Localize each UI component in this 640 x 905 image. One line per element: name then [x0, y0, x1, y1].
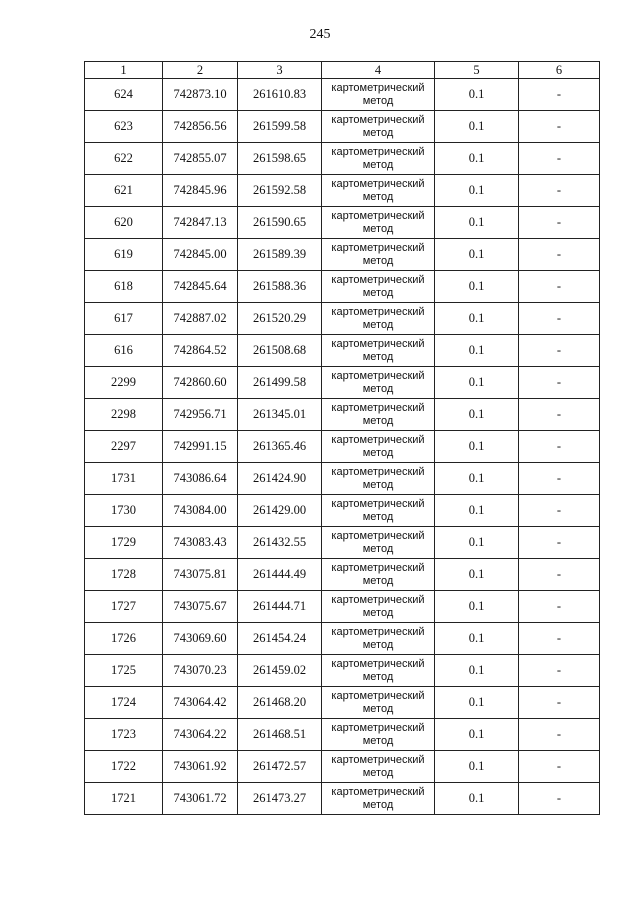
point-number-cell: 622 [85, 143, 163, 175]
method-cell [322, 271, 435, 303]
column-header: 2 [163, 62, 238, 79]
method-line-1: картометрический [331, 721, 425, 734]
method-cell [322, 239, 435, 271]
table-row [85, 719, 600, 751]
method-line-1: картометрический [331, 433, 425, 446]
note-cell: - [519, 207, 600, 239]
method-cell [322, 367, 435, 399]
x-coordinate-cell: 743070.23 [163, 655, 238, 687]
point-number-cell: 619 [85, 239, 163, 271]
method-line-1: картометрический [331, 177, 425, 190]
x-coordinate-cell: 743083.43 [163, 527, 238, 559]
accuracy-cell: 0.1 [435, 367, 519, 399]
y-coordinate-cell: 261468.51 [238, 719, 322, 751]
method-line-2: метод [362, 126, 394, 139]
accuracy-cell: 0.1 [435, 495, 519, 527]
note-cell: - [519, 687, 600, 719]
y-coordinate-cell: 261468.20 [238, 687, 322, 719]
method-line-1: картометрический [331, 529, 425, 542]
x-coordinate-cell: 742856.56 [163, 111, 238, 143]
note-cell: - [519, 399, 600, 431]
method-line-2: метод [362, 734, 394, 747]
y-coordinate-cell: 261588.36 [238, 271, 322, 303]
accuracy-cell: 0.1 [435, 655, 519, 687]
method-line-2: метод [362, 542, 394, 555]
accuracy-cell: 0.1 [435, 271, 519, 303]
method-cell [322, 143, 435, 175]
table-row [85, 623, 600, 655]
method-cell [322, 527, 435, 559]
accuracy-cell: 0.1 [435, 783, 519, 815]
note-cell: - [519, 175, 600, 207]
method-cell [322, 111, 435, 143]
accuracy-cell: 0.1 [435, 431, 519, 463]
table-row [85, 687, 600, 719]
method-line-1: картометрический [331, 657, 425, 670]
x-coordinate-cell: 742887.02 [163, 303, 238, 335]
x-coordinate-cell: 743086.64 [163, 463, 238, 495]
x-coordinate-cell: 742864.52 [163, 335, 238, 367]
column-header: 4 [322, 62, 435, 79]
table-row [85, 367, 600, 399]
accuracy-cell: 0.1 [435, 623, 519, 655]
point-number-cell: 623 [85, 111, 163, 143]
point-number-cell: 1730 [85, 495, 163, 527]
method-line-2: метод [362, 222, 394, 235]
y-coordinate-cell: 261424.90 [238, 463, 322, 495]
point-number-cell: 616 [85, 335, 163, 367]
accuracy-cell: 0.1 [435, 143, 519, 175]
method-line-1: картометрический [331, 497, 425, 510]
method-cell [322, 399, 435, 431]
x-coordinate-cell: 742873.10 [163, 79, 238, 111]
note-cell: - [519, 719, 600, 751]
y-coordinate-cell: 261365.46 [238, 431, 322, 463]
table-row [85, 591, 600, 623]
table-header-row [85, 62, 600, 79]
point-number-cell: 1722 [85, 751, 163, 783]
method-line-1: картометрический [331, 561, 425, 574]
x-coordinate-cell: 743061.72 [163, 783, 238, 815]
y-coordinate-cell: 261429.00 [238, 495, 322, 527]
y-coordinate-cell: 261589.39 [238, 239, 322, 271]
method-line-1: картометрический [331, 689, 425, 702]
method-line-1: картометрический [331, 785, 425, 798]
method-line-2: метод [362, 350, 394, 363]
x-coordinate-cell: 742956.71 [163, 399, 238, 431]
accuracy-cell: 0.1 [435, 687, 519, 719]
method-line-2: метод [362, 510, 394, 523]
table-row [85, 175, 600, 207]
table-row [85, 239, 600, 271]
table-row [85, 207, 600, 239]
method-cell [322, 655, 435, 687]
method-line-2: метод [362, 798, 394, 811]
point-number-cell: 1721 [85, 783, 163, 815]
method-line-2: метод [362, 574, 394, 587]
method-line-1: картометрический [331, 465, 425, 478]
method-line-1: картометрический [331, 81, 425, 94]
method-line-1: картометрический [331, 593, 425, 606]
note-cell: - [519, 303, 600, 335]
column-header: 5 [435, 62, 519, 79]
note-cell: - [519, 751, 600, 783]
method-cell [322, 175, 435, 207]
note-cell: - [519, 527, 600, 559]
method-line-1: картометрический [331, 273, 425, 286]
column-header: 6 [519, 62, 600, 79]
method-cell [322, 783, 435, 815]
y-coordinate-cell: 261499.58 [238, 367, 322, 399]
note-cell: - [519, 79, 600, 111]
method-line-2: метод [362, 478, 394, 491]
table-row [85, 79, 600, 111]
column-header: 1 [85, 62, 163, 79]
note-cell: - [519, 591, 600, 623]
x-coordinate-cell: 742845.00 [163, 239, 238, 271]
method-cell [322, 79, 435, 111]
y-coordinate-cell: 261590.65 [238, 207, 322, 239]
point-number-cell: 1731 [85, 463, 163, 495]
method-line-2: метод [362, 254, 394, 267]
note-cell: - [519, 495, 600, 527]
method-cell [322, 687, 435, 719]
table-row [85, 271, 600, 303]
point-number-cell: 620 [85, 207, 163, 239]
method-line-2: метод [362, 638, 394, 651]
column-header: 3 [238, 62, 322, 79]
method-line-2: метод [362, 606, 394, 619]
accuracy-cell: 0.1 [435, 559, 519, 591]
note-cell: - [519, 271, 600, 303]
method-cell [322, 751, 435, 783]
method-line-2: метод [362, 414, 394, 427]
note-cell: - [519, 463, 600, 495]
method-cell [322, 719, 435, 751]
method-cell [322, 207, 435, 239]
x-coordinate-cell: 742847.13 [163, 207, 238, 239]
method-cell [322, 303, 435, 335]
note-cell: - [519, 367, 600, 399]
accuracy-cell: 0.1 [435, 527, 519, 559]
method-line-2: метод [362, 670, 394, 683]
y-coordinate-cell: 261592.58 [238, 175, 322, 207]
y-coordinate-cell: 261520.29 [238, 303, 322, 335]
accuracy-cell: 0.1 [435, 751, 519, 783]
note-cell: - [519, 111, 600, 143]
note-cell: - [519, 783, 600, 815]
x-coordinate-cell: 743075.67 [163, 591, 238, 623]
accuracy-cell: 0.1 [435, 175, 519, 207]
y-coordinate-cell: 261345.01 [238, 399, 322, 431]
accuracy-cell: 0.1 [435, 399, 519, 431]
y-coordinate-cell: 261508.68 [238, 335, 322, 367]
table-body [85, 79, 600, 815]
table-row [85, 111, 600, 143]
point-number-cell: 2299 [85, 367, 163, 399]
table-row [85, 463, 600, 495]
y-coordinate-cell: 261473.27 [238, 783, 322, 815]
method-cell [322, 463, 435, 495]
table-row [85, 495, 600, 527]
x-coordinate-cell: 743064.42 [163, 687, 238, 719]
x-coordinate-cell: 743084.00 [163, 495, 238, 527]
y-coordinate-cell: 261459.02 [238, 655, 322, 687]
method-line-2: метод [362, 286, 394, 299]
accuracy-cell: 0.1 [435, 239, 519, 271]
method-line-1: картометрический [331, 369, 425, 382]
method-line-2: метод [362, 190, 394, 203]
y-coordinate-cell: 261432.55 [238, 527, 322, 559]
accuracy-cell: 0.1 [435, 207, 519, 239]
accuracy-cell: 0.1 [435, 79, 519, 111]
table-row [85, 559, 600, 591]
method-line-2: метод [362, 158, 394, 171]
method-line-1: картометрический [331, 753, 425, 766]
x-coordinate-cell: 743075.81 [163, 559, 238, 591]
x-coordinate-cell: 742855.07 [163, 143, 238, 175]
table-row [85, 527, 600, 559]
method-cell [322, 623, 435, 655]
table-row [85, 655, 600, 687]
method-cell [322, 431, 435, 463]
y-coordinate-cell: 261472.57 [238, 751, 322, 783]
method-line-2: метод [362, 94, 394, 107]
method-line-1: картометрический [331, 401, 425, 414]
point-number-cell: 1723 [85, 719, 163, 751]
method-line-1: картометрический [331, 625, 425, 638]
accuracy-cell: 0.1 [435, 111, 519, 143]
method-cell [322, 495, 435, 527]
method-cell [322, 591, 435, 623]
method-line-2: метод [362, 766, 394, 779]
point-number-cell: 2297 [85, 431, 163, 463]
accuracy-cell: 0.1 [435, 335, 519, 367]
point-number-cell: 1726 [85, 623, 163, 655]
note-cell: - [519, 623, 600, 655]
note-cell: - [519, 431, 600, 463]
note-cell: - [519, 143, 600, 175]
table-row [85, 431, 600, 463]
method-line-2: метод [362, 318, 394, 331]
table-row [85, 303, 600, 335]
page-number: 245 [309, 27, 331, 42]
note-cell: - [519, 239, 600, 271]
method-line-1: картометрический [331, 209, 425, 222]
method-line-1: картометрический [331, 241, 425, 254]
y-coordinate-cell: 261599.58 [238, 111, 322, 143]
x-coordinate-cell: 742845.96 [163, 175, 238, 207]
point-number-cell: 1725 [85, 655, 163, 687]
y-coordinate-cell: 261598.65 [238, 143, 322, 175]
point-number-cell: 624 [85, 79, 163, 111]
accuracy-cell: 0.1 [435, 591, 519, 623]
x-coordinate-cell: 742860.60 [163, 367, 238, 399]
point-number-cell: 1729 [85, 527, 163, 559]
y-coordinate-cell: 261444.71 [238, 591, 322, 623]
table-row [85, 143, 600, 175]
note-cell: - [519, 655, 600, 687]
method-line-2: метод [362, 702, 394, 715]
table-row [85, 335, 600, 367]
x-coordinate-cell: 743064.22 [163, 719, 238, 751]
point-number-cell: 1727 [85, 591, 163, 623]
method-line-2: метод [362, 446, 394, 459]
method-line-1: картометрический [331, 305, 425, 318]
x-coordinate-cell: 742845.64 [163, 271, 238, 303]
accuracy-cell: 0.1 [435, 303, 519, 335]
y-coordinate-cell: 261610.83 [238, 79, 322, 111]
y-coordinate-cell: 261454.24 [238, 623, 322, 655]
accuracy-cell: 0.1 [435, 463, 519, 495]
method-line-2: метод [362, 382, 394, 395]
y-coordinate-cell: 261444.49 [238, 559, 322, 591]
coordinates-table [84, 61, 600, 815]
table-row [85, 783, 600, 815]
accuracy-cell: 0.1 [435, 719, 519, 751]
method-line-1: картометрический [331, 113, 425, 126]
method-cell [322, 335, 435, 367]
method-line-1: картометрический [331, 145, 425, 158]
note-cell: - [519, 559, 600, 591]
method-line-1: картометрический [331, 337, 425, 350]
point-number-cell: 618 [85, 271, 163, 303]
note-cell: - [519, 335, 600, 367]
x-coordinate-cell: 743061.92 [163, 751, 238, 783]
point-number-cell: 1728 [85, 559, 163, 591]
x-coordinate-cell: 742991.15 [163, 431, 238, 463]
table-row [85, 751, 600, 783]
point-number-cell: 2298 [85, 399, 163, 431]
point-number-cell: 1724 [85, 687, 163, 719]
table-row [85, 399, 600, 431]
x-coordinate-cell: 743069.60 [163, 623, 238, 655]
point-number-cell: 621 [85, 175, 163, 207]
point-number-cell: 617 [85, 303, 163, 335]
method-cell [322, 559, 435, 591]
